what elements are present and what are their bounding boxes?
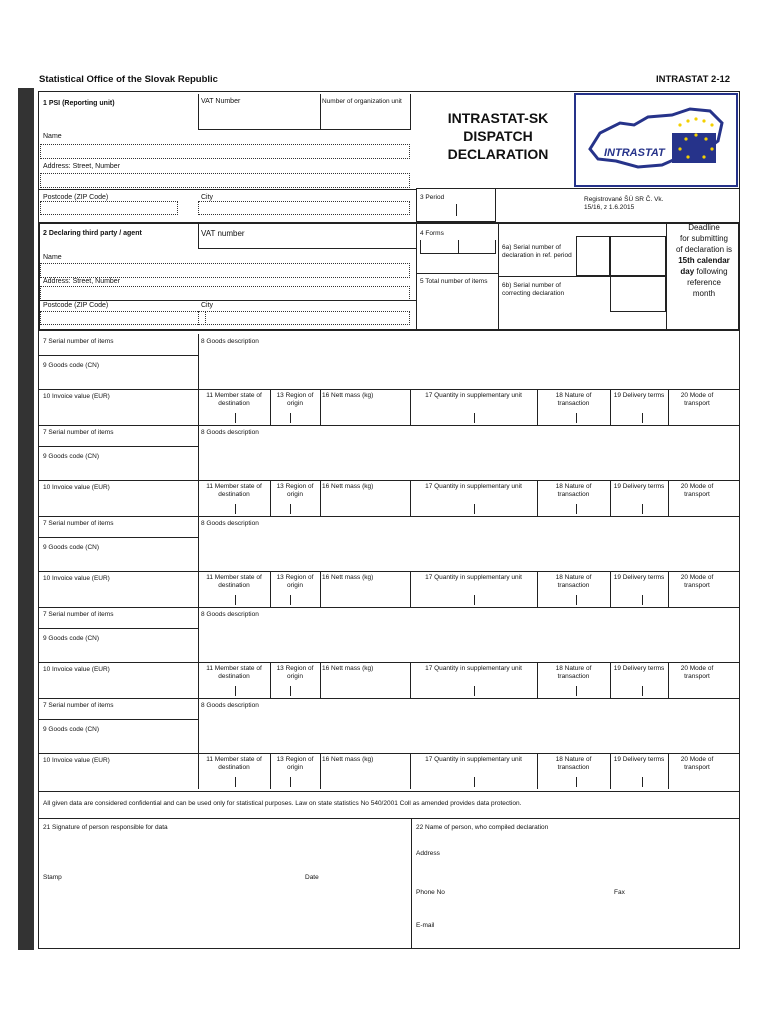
deadline-line2: for submitting [679, 234, 729, 243]
item-col-line [198, 389, 199, 425]
psi-section-label: 1 PSI (Reporting unit) [43, 100, 115, 107]
title-line1: INTRASTAT-SK [447, 110, 549, 126]
deadline-line4: 15th calendar [678, 256, 730, 265]
form-frame [38, 91, 740, 949]
item-hline [38, 389, 740, 390]
serial-ref-field[interactable] [576, 236, 610, 276]
item-transport-label-2: 20 Mode of transport [680, 483, 714, 498]
item-hline [38, 753, 740, 754]
item-delivery-label-5: 19 Delivery terms [613, 756, 665, 763]
item-mass-label-4: 16 Nett mass (kg) [322, 665, 374, 672]
item-delivery-label-2: 19 Delivery terms [613, 483, 665, 490]
psi-address-field[interactable] [40, 173, 410, 188]
item-serial-label-3: 7 Serial number of items [43, 520, 114, 527]
logo-text: INTRASTAT [604, 147, 665, 159]
item-goods-code-label-2: 9 Goods code (CN) [43, 453, 99, 460]
entry-tick [642, 686, 643, 696]
title-line3: DECLARATION [447, 146, 549, 162]
item-col-line [270, 753, 271, 789]
item-quantity-label-3: 17 Quantity in supplementary unit [425, 574, 522, 581]
item-col-line [610, 753, 611, 789]
item-col-line [320, 480, 321, 516]
item-col-line [198, 753, 199, 789]
deadline-line7: month [692, 289, 716, 298]
phone-label: Phone No [416, 889, 445, 896]
agent-address-field[interactable] [40, 286, 410, 301]
slovakia-map-icon [576, 95, 736, 185]
office-name: Statistical Office of the Slovak Republic [39, 74, 218, 85]
item-col-line [610, 480, 611, 516]
item-transport-label-5: 20 Mode of transport [680, 756, 714, 771]
entry-tick [235, 413, 236, 423]
item-mass-label-5: 16 Nett mass (kg) [322, 756, 374, 763]
entry-tick [290, 777, 291, 787]
item-col-line [198, 662, 199, 698]
item-invoice-label-1: 10 Invoice value (EUR) [43, 393, 110, 400]
address-label: Address [416, 850, 440, 857]
psi-name-field[interactable] [40, 144, 410, 159]
item-col-line [610, 389, 611, 425]
item-transport-label-4: 20 Mode of transport [680, 665, 714, 680]
intrastat-logo [574, 93, 738, 187]
item-col-line [668, 571, 669, 607]
item-region-label-2: 13 Region of origin [276, 483, 314, 498]
agent-name-label: Name [43, 254, 62, 261]
registration-note: Registrované ŠÚ SR Č. Vk. 15/16, z 1.6.2015 [584, 196, 664, 211]
entry-tick [290, 413, 291, 423]
item-nature-label-2: 18 Nature of transaction [555, 483, 592, 498]
item-quantity-label-4: 17 Quantity in supplementary unit [425, 665, 522, 672]
item-col-line [668, 662, 669, 698]
item-nature-label-5: 18 Nature of transaction [555, 756, 592, 771]
item-serial-label-2: 7 Serial number of items [43, 429, 114, 436]
total-items-label: 5 Total number of items [420, 278, 488, 285]
item-invoice-label-4: 10 Invoice value (EUR) [43, 666, 110, 673]
item-hline [38, 628, 199, 629]
item-col-line [198, 571, 199, 607]
email-label: E-mail [416, 922, 435, 929]
confidential-note: All given data are considered confidential and can be used only for statistical purposes. Law on state statistics No 540/2001 Coll as amended provides data protection. [43, 800, 522, 807]
entry-tick [235, 777, 236, 787]
item-col-line [320, 662, 321, 698]
item-delivery-label-1: 19 Delivery terms [613, 392, 665, 399]
deadline-line1: Deadline [688, 223, 720, 232]
item-col-line [668, 480, 669, 516]
period-label: 3 Period [420, 194, 445, 201]
agent-section-label: 2 Declaring third party / agent [43, 230, 142, 237]
entry-tick [642, 777, 643, 787]
psi-postcode-label: Postcode (ZIP Code) [43, 194, 109, 201]
entry-tick [235, 686, 236, 696]
item-member-state-label-4: 11 Member state of destination [206, 665, 262, 680]
entry-tick [576, 413, 577, 423]
item-goods-code-label-4: 9 Goods code (CN) [43, 635, 99, 642]
entry-tick [235, 504, 236, 514]
agent-postcode-label: Postcode (ZIP Code) [43, 302, 109, 309]
fax-label: Fax [614, 889, 625, 896]
entry-tick [474, 595, 475, 605]
item-col-line [410, 662, 411, 698]
psi-address-label: Address: Street, Number [43, 163, 121, 170]
item-member-state-label-5: 11 Member state of destination [206, 756, 262, 771]
item-col-line [270, 480, 271, 516]
item-region-label-3: 13 Region of origin [276, 574, 314, 589]
item-col-line [410, 480, 411, 516]
agent-name-field[interactable] [40, 263, 410, 278]
item-col-line [320, 571, 321, 607]
item-description-label-5: 8 Goods description [201, 702, 259, 709]
item-col-line [270, 571, 271, 607]
agent-city-field[interactable] [198, 311, 410, 325]
agent-vat-label: VAT number [201, 229, 245, 238]
title-line2: DISPATCH [463, 128, 533, 144]
item-member-state-label-1: 11 Member state of destination [206, 392, 262, 407]
item-mass-label-3: 16 Nett mass (kg) [322, 574, 374, 581]
item-col-line [537, 662, 538, 698]
psi-vat-label: VAT Number [201, 98, 241, 105]
deadline-line3: of declaration is [675, 245, 733, 254]
agent-city-label: City [201, 302, 214, 309]
entry-tick [235, 595, 236, 605]
item-divider [38, 516, 740, 517]
item-col-line [610, 571, 611, 607]
agent-postcode-field[interactable] [40, 311, 206, 325]
item-member-state-label-2: 11 Member state of destination [206, 483, 262, 498]
deadline-line5: day following [680, 267, 728, 276]
item-nature-label-3: 18 Nature of transaction [555, 574, 592, 589]
item-col-line [537, 480, 538, 516]
item-col-line [668, 389, 669, 425]
binding-bar [18, 88, 34, 950]
item-hline [38, 537, 199, 538]
item-region-label-1: 13 Region of origin [276, 392, 314, 407]
item-goods-code-label-3: 9 Goods code (CN) [43, 544, 99, 551]
item-divider [38, 698, 740, 699]
item-hline [38, 662, 740, 663]
item-col-line [537, 389, 538, 425]
agent-address-label: Address: Street, Number [43, 278, 121, 285]
entry-tick [290, 686, 291, 696]
entry-tick [642, 413, 643, 423]
item-delivery-label-3: 19 Delivery terms [613, 574, 665, 581]
entry-tick [642, 504, 643, 514]
item-description-label-1: 8 Goods description [201, 338, 259, 345]
item-col-line [610, 662, 611, 698]
entry-tick [474, 686, 475, 696]
form-code: INTRASTAT 2-12 [656, 74, 731, 85]
item-serial-label-1: 7 Serial number of items [43, 338, 114, 345]
serial-corr-label: 6b) Serial number of correcting declaration [502, 282, 565, 297]
entry-tick [576, 504, 577, 514]
item-divider [38, 607, 740, 608]
entry-tick [642, 595, 643, 605]
item-invoice-label-3: 10 Invoice value (EUR) [43, 575, 110, 582]
item-col-line [320, 753, 321, 789]
compiler-label: 22 Name of person, who compiled declaration [416, 824, 549, 831]
item-invoice-label-2: 10 Invoice value (EUR) [43, 484, 110, 491]
stamp-label: Stamp [43, 874, 62, 881]
item-invoice-label-5: 10 Invoice value (EUR) [43, 757, 110, 764]
item-col-line [198, 480, 199, 516]
date-label: Date [305, 874, 319, 881]
psi-city-field[interactable] [198, 201, 410, 215]
serial-corr-field[interactable] [610, 276, 666, 312]
entry-tick [290, 595, 291, 605]
item-divider [38, 425, 740, 426]
item-hline [38, 719, 199, 720]
item-col-line [668, 753, 669, 789]
item-description-label-4: 8 Goods description [201, 611, 259, 618]
entry-tick [474, 413, 475, 423]
item-hline [38, 446, 199, 447]
item-hline [38, 355, 199, 356]
item-serial-label-4: 7 Serial number of items [43, 611, 114, 618]
deadline-line6: reference [687, 278, 721, 287]
entry-tick [474, 777, 475, 787]
serial-ref-field-2[interactable] [610, 236, 666, 276]
item-nature-label-1: 18 Nature of transaction [555, 392, 592, 407]
item-description-label-3: 8 Goods description [201, 520, 259, 527]
item-member-state-label-3: 11 Member state of destination [206, 574, 262, 589]
item-quantity-label-5: 17 Quantity in supplementary unit [425, 756, 522, 763]
item-description-label-2: 8 Goods description [201, 429, 259, 436]
psi-org-label: Number of organization unit [322, 98, 402, 105]
item-hline [38, 571, 740, 572]
entry-tick [290, 504, 291, 514]
item-region-label-5: 13 Region of origin [276, 756, 314, 771]
entry-tick [474, 504, 475, 514]
forms-label: 4 Forms [420, 230, 444, 237]
item-transport-label-3: 20 Mode of transport [680, 574, 714, 589]
entry-tick [576, 777, 577, 787]
entry-tick [576, 686, 577, 696]
item-delivery-label-4: 19 Delivery terms [613, 665, 665, 672]
item-hline [38, 480, 740, 481]
item-col-line [270, 389, 271, 425]
item-serial-label-5: 7 Serial number of items [43, 702, 114, 709]
psi-postcode-field[interactable] [40, 201, 178, 215]
signature-label: 21 Signature of person responsible for data [43, 824, 168, 831]
item-quantity-label-1: 17 Quantity in supplementary unit [425, 392, 522, 399]
item-transport-label-1: 20 Mode of transport [680, 392, 714, 407]
item-nature-label-4: 18 Nature of transaction [555, 665, 592, 680]
item-col-line [410, 389, 411, 425]
entry-tick [576, 595, 577, 605]
item-col-line [270, 662, 271, 698]
item-col-line [537, 753, 538, 789]
serial-ref-label: 6a) Serial number of declaration in ref. period [502, 244, 572, 259]
item-mass-label-2: 16 Nett mass (kg) [322, 483, 374, 490]
item-col-line [410, 753, 411, 789]
item-quantity-label-2: 17 Quantity in supplementary unit [425, 483, 522, 490]
deadline-note [668, 222, 740, 299]
item-col-line [537, 571, 538, 607]
item-goods-code-label-5: 9 Goods code (CN) [43, 726, 99, 733]
psi-city-label: City [201, 194, 214, 201]
item-mass-label-1: 16 Nett mass (kg) [322, 392, 374, 399]
item-col-line [320, 389, 321, 425]
item-col-line [410, 571, 411, 607]
item-region-label-4: 13 Region of origin [276, 665, 314, 680]
psi-name-label: Name [43, 133, 62, 140]
item-goods-code-label-1: 9 Goods code (CN) [43, 362, 99, 369]
